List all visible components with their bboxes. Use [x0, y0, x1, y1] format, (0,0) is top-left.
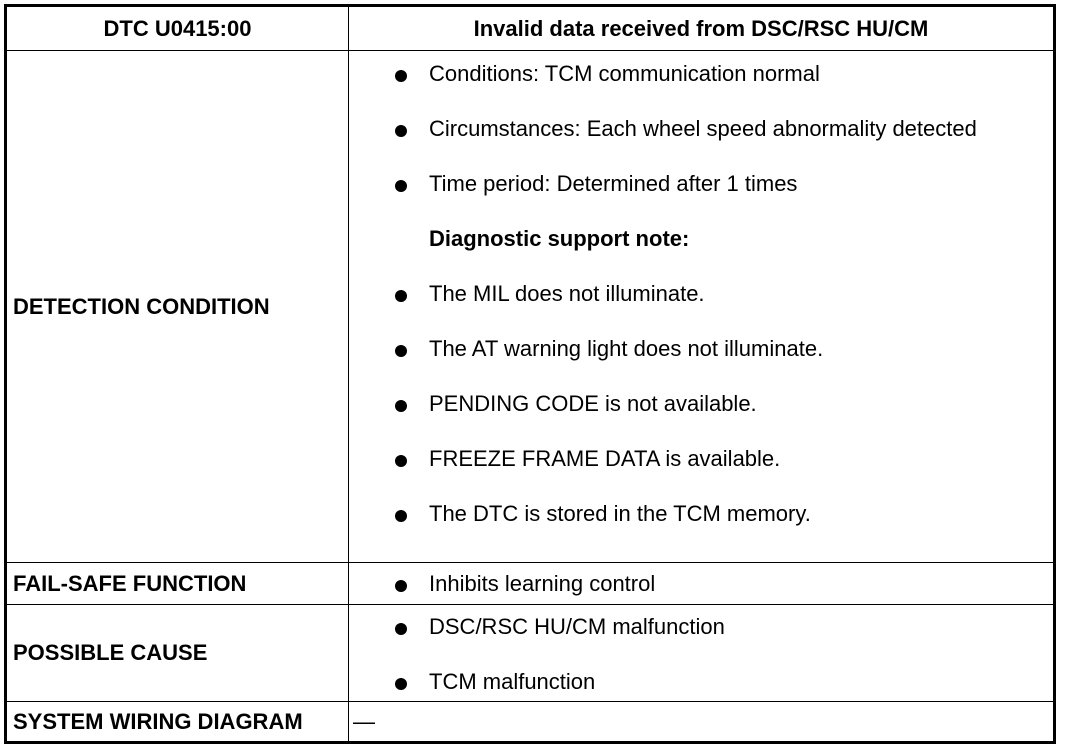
dtc-code-header: DTC U0415:00	[7, 7, 349, 51]
detection-condition-label: DETECTION CONDITION	[7, 51, 349, 563]
support-note-item: The MIL does not illuminate.	[395, 280, 1043, 308]
support-note-title: Diagnostic support note:	[429, 226, 690, 251]
detection-condition-content	[349, 51, 1053, 563]
condition-item: Conditions: TCM communication normal	[395, 60, 1043, 88]
condition-item: Time period: Determined after 1 times	[395, 170, 1043, 198]
fail-safe-item: Inhibits learning control	[395, 570, 655, 598]
support-note-item: FREEZE FRAME DATA is available.	[395, 445, 1043, 473]
support-note-item: PENDING CODE is not available.	[395, 390, 1043, 418]
support-note-item: The AT warning light does not illuminate.	[395, 335, 1043, 363]
wiring-diagram-value: —	[353, 708, 375, 734]
fail-safe-label: FAIL-SAFE FUNCTION	[7, 563, 349, 605]
possible-cause-item: TCM malfunction	[395, 668, 1043, 696]
support-note-item: The DTC is stored in the TCM memory.	[395, 500, 1043, 528]
wiring-diagram-label: SYSTEM WIRING DIAGRAM	[7, 702, 349, 741]
dtc-table	[4, 4, 1056, 744]
fail-safe-content	[349, 563, 1053, 605]
possible-cause-label: POSSIBLE CAUSE	[7, 605, 349, 702]
possible-cause-content	[349, 605, 1053, 702]
condition-item: Circumstances: Each wheel speed abnormality detected	[395, 115, 1043, 143]
possible-cause-item: DSC/RSC HU/CM malfunction	[395, 613, 1043, 641]
dtc-description-header: Invalid data received from DSC/RSC HU/CM	[349, 7, 1053, 51]
